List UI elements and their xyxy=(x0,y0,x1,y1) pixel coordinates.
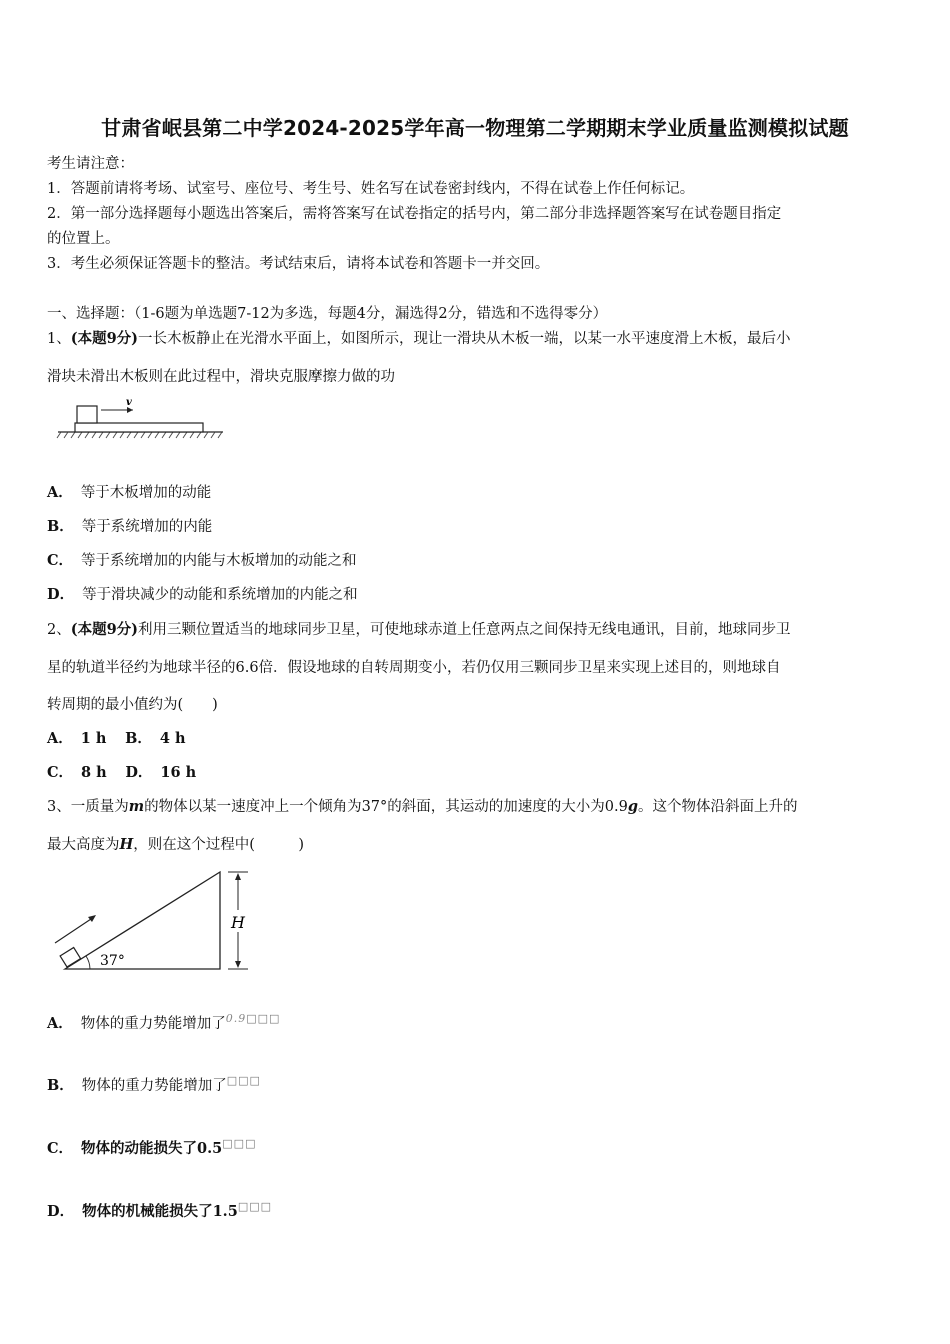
q1-line2: 滑块未滑出木板则在此过程中，滑块克服摩擦力做的功 xyxy=(47,369,395,385)
q1-tag: (本题9分) xyxy=(70,330,139,347)
notice-heading: 考生请注意： xyxy=(47,156,134,172)
notice-item-2: 2．第一部分选择题每小题选出答案后，需将答案写在试卷指定的括号内，第二部分非选择题答案写在试卷题目指定 xyxy=(47,206,782,222)
q1-text-1: 一长木板静止在光滑水平面上，如图所示，现让一滑块从木板一端，以某一水平速度滑上木板，最后小 xyxy=(138,331,791,347)
block-on-incline xyxy=(60,947,80,967)
q3-line2: 最大高度为H，则在这个过程中( ) xyxy=(47,836,305,853)
missing-glyph-icon: □□□ xyxy=(226,1074,261,1087)
q3-option-d[interactable]: D． 物体的机械能损失了1.5□□□ xyxy=(47,1200,272,1220)
q2-options-row1 xyxy=(47,727,186,748)
q3-var-g: g xyxy=(627,798,638,815)
q2-line1 xyxy=(47,618,907,639)
notice-item-2-cont: 的位置上。 xyxy=(47,231,120,247)
page-title: 甘肃省岷县第二中学2024-2025学年高一物理第二学期期末学业质量监测模拟试题 xyxy=(101,116,849,140)
missing-glyph-icon: □□□ xyxy=(222,1137,257,1150)
q1-option-b[interactable]: B． 等于系统增加的内能 xyxy=(47,518,213,535)
height-label: H xyxy=(231,913,245,932)
q3-option-a[interactable]: A． 物体的重力势能增加了0.9□□□ xyxy=(47,1012,281,1032)
q2-text-1: 利用三颗位置适当的地球同步卫星，可使地球赤道上任意两点之间保持无线电通讯，目前，地球同步卫 xyxy=(138,622,791,638)
motion-arrow xyxy=(55,917,94,943)
slider-block xyxy=(77,406,97,423)
notice-item-1: 1．答题前请将考场、试室号、座位号、考生号、姓名写在试卷密封线内，不得在试卷上作任何标记。 xyxy=(47,181,695,197)
q3-line1: 3、一质量为m的物体以某一速度冲上一个倾角为37°的斜面，其运动的加速度的大小为0.9g。这个物体沿斜面上升的 xyxy=(47,798,798,815)
long-board xyxy=(75,423,203,432)
q1-option-c[interactable]: C． 等于系统增加的内能与木板增加的动能之和 xyxy=(47,552,357,569)
q2-option-d[interactable]: D． 16 h xyxy=(125,764,197,781)
q1-option-a[interactable]: A． 等于木板增加的动能 xyxy=(47,484,212,501)
q2-tag: (本题9分) xyxy=(70,621,139,638)
missing-glyph-icon: □□□ xyxy=(246,1012,281,1025)
q1-line1 xyxy=(47,327,907,348)
q2-option-b[interactable]: B． 4 h xyxy=(125,730,186,747)
q1-number: 1、 xyxy=(47,331,71,347)
q2-line2: 星的轨道半径约为地球半径的6.6倍．假设地球的自转周期变小，若仍仅用三颗同步卫星来实现上述目的，则地球自 xyxy=(47,660,781,676)
q2-options-row2 xyxy=(47,761,196,782)
velocity-label: v xyxy=(126,397,132,408)
section-heading: 一、选择题：（1-6题为单选题7-12为多选，每题4分，漏选得2分，错选和不选得零分） xyxy=(47,306,608,322)
q2-option-c[interactable]: C． 8 h xyxy=(47,764,107,781)
q1-figure-board-slider xyxy=(55,394,227,440)
q2-number: 2、 xyxy=(47,622,71,638)
q2-option-a[interactable]: A． 1 h xyxy=(47,730,107,747)
angle-label: 37° xyxy=(100,953,125,969)
q3-option-c[interactable]: C． 物体的动能损失了0.5□□□ xyxy=(47,1137,257,1157)
q1-option-d[interactable]: D． 等于滑块减少的动能和系统增加的内能之和 xyxy=(47,586,358,603)
q3-option-a-formula: 0.9 xyxy=(225,1012,247,1025)
q3-var-h: H xyxy=(119,836,134,853)
missing-glyph-icon: □□□ xyxy=(237,1200,272,1213)
q3-var-m: m xyxy=(128,798,145,815)
notice-item-3: 3．考生必须保证答题卡的整洁。考试结束后，请将本试卷和答题卡一并交回。 xyxy=(47,256,550,272)
q3-figure-incline xyxy=(50,866,255,976)
q2-line3: 转周期的最小值约为( ) xyxy=(47,697,218,713)
q3-option-b[interactable]: B． 物体的重力势能增加了□□□ xyxy=(47,1074,261,1094)
